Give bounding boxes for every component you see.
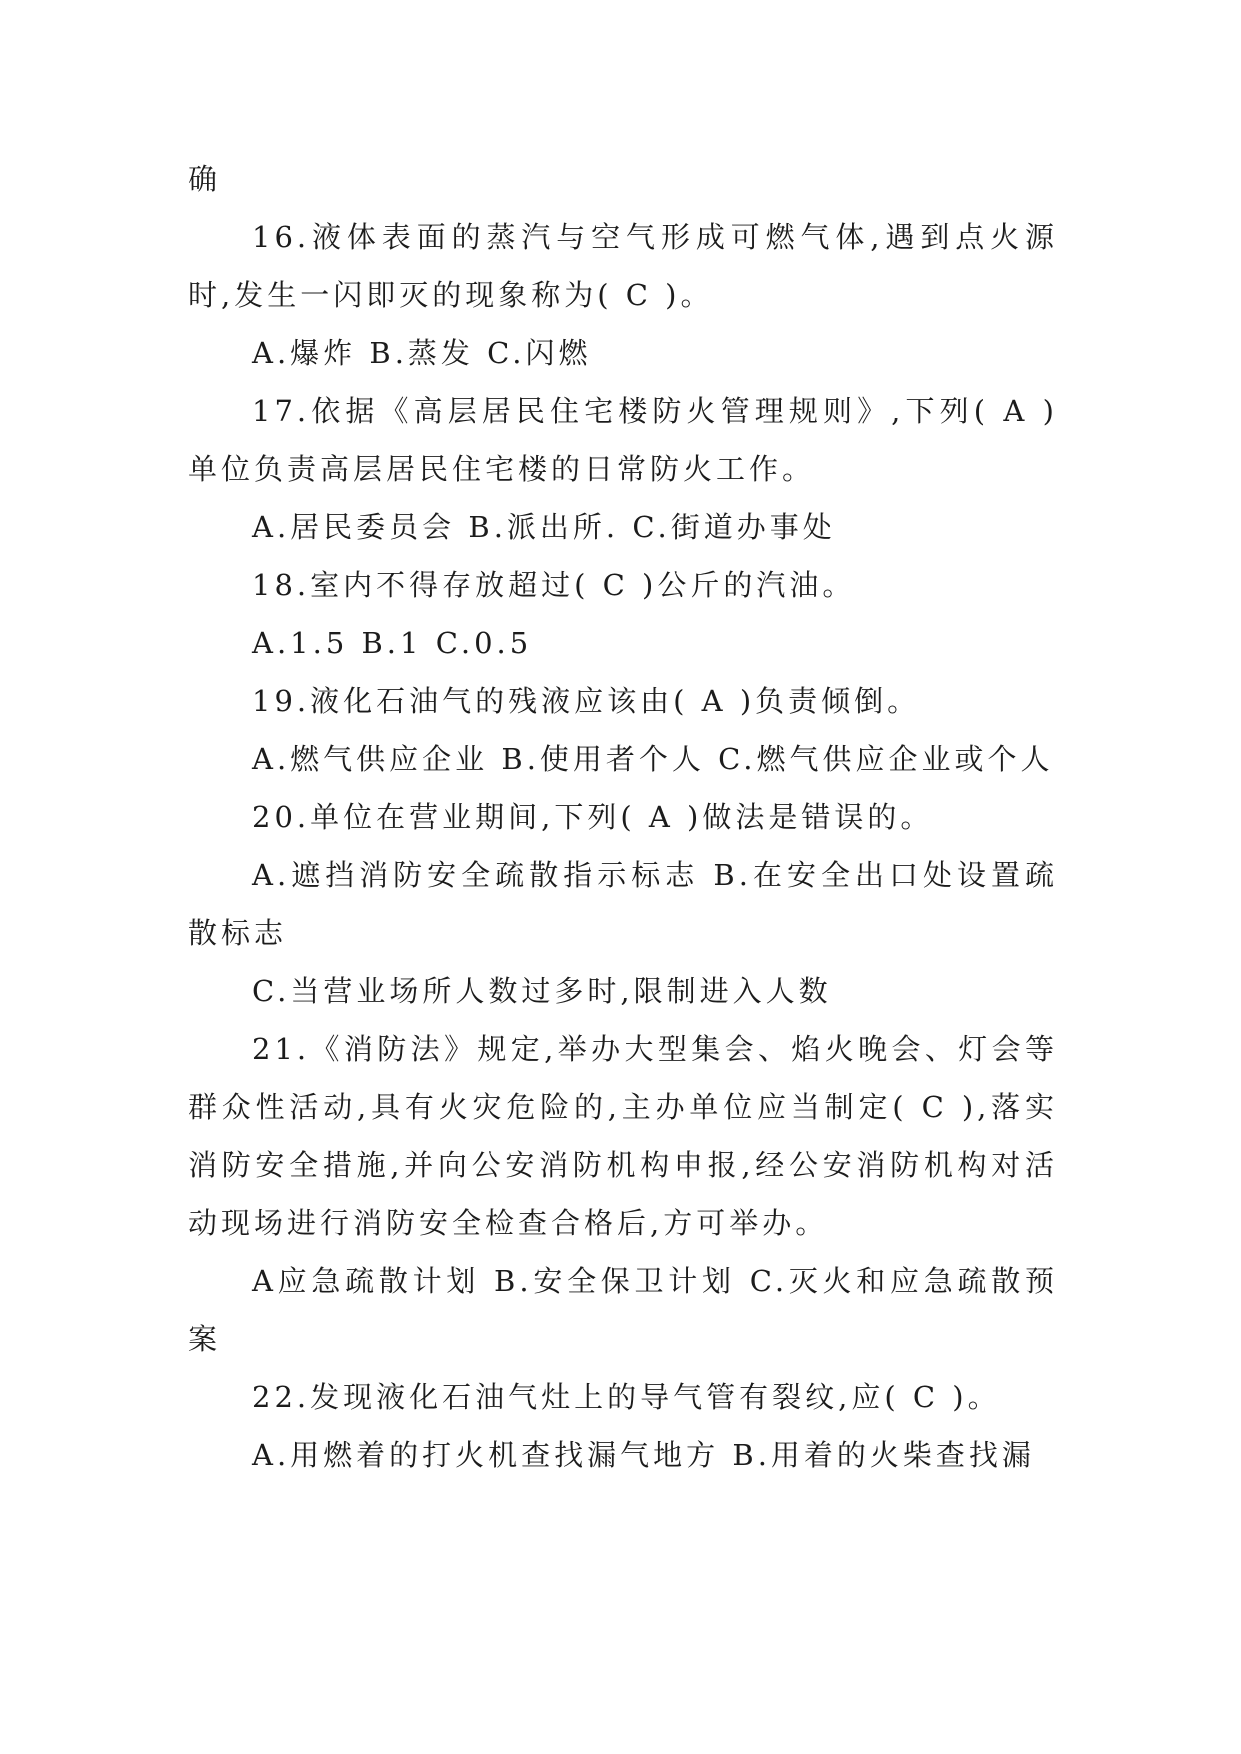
question-21: 21.《消防法》规定,举办大型集会、焰火晚会、灯会等群众性活动,具有火灾危险的,主办单位应当制定( C ),落实消防安全措施,并向公安消防机构申报,经公安消防机构对活动现场进行消防安全检查合格后,方可举办。 [188,1032,1058,1240]
question-17: 17.依据《高层居民住宅楼防火管理规则》,下列( A )单位负责高层居民住宅楼的日常防火工作。 [188,394,1058,486]
question-22: 22.发现液化石油气灶上的导气管有裂纹,应( C )。 [252,1380,1001,1414]
question-20-option-c: C.当营业场所人数过多时,限制进入人数 [252,974,832,1008]
question-19-options: A.燃气供应企业 B.使用者个人 C.燃气供应企业或个人 [252,742,1054,776]
question-16: 16.液体表面的蒸汽与空气形成可燃气体,遇到点火源时,发生一闪即灭的现象称为( C )。 [188,220,1058,312]
question-16-options: A.爆炸 B.蒸发 C.闪燃 [252,336,592,370]
question-22-options: A.用燃着的打火机查找漏气地方 B.用着的火柴查找漏 [252,1438,1035,1472]
question-20: 20.单位在营业期间,下列( A )做法是错误的。 [252,800,934,834]
document-body [188,150,1058,1484]
question-19: 19.液化石油气的残液应该由( A )负责倾倒。 [252,684,921,718]
question-17-options: A.居民委员会 B.派出所. C.街道办事处 [252,510,836,544]
question-21-options: A应急疏散计划 B.安全保卫计划 C.灭火和应急疏散预案 [188,1264,1058,1356]
paragraph-continuation: 确 [188,162,222,196]
question-18-options: A.1.5 B.1 C.0.5 [252,626,533,660]
question-18: 18.室内不得存放超过( C )公斤的汽油。 [252,568,856,602]
question-20-options: A.遮挡消防安全疏散指示标志 B.在安全出口处设置疏散标志 [188,858,1058,950]
